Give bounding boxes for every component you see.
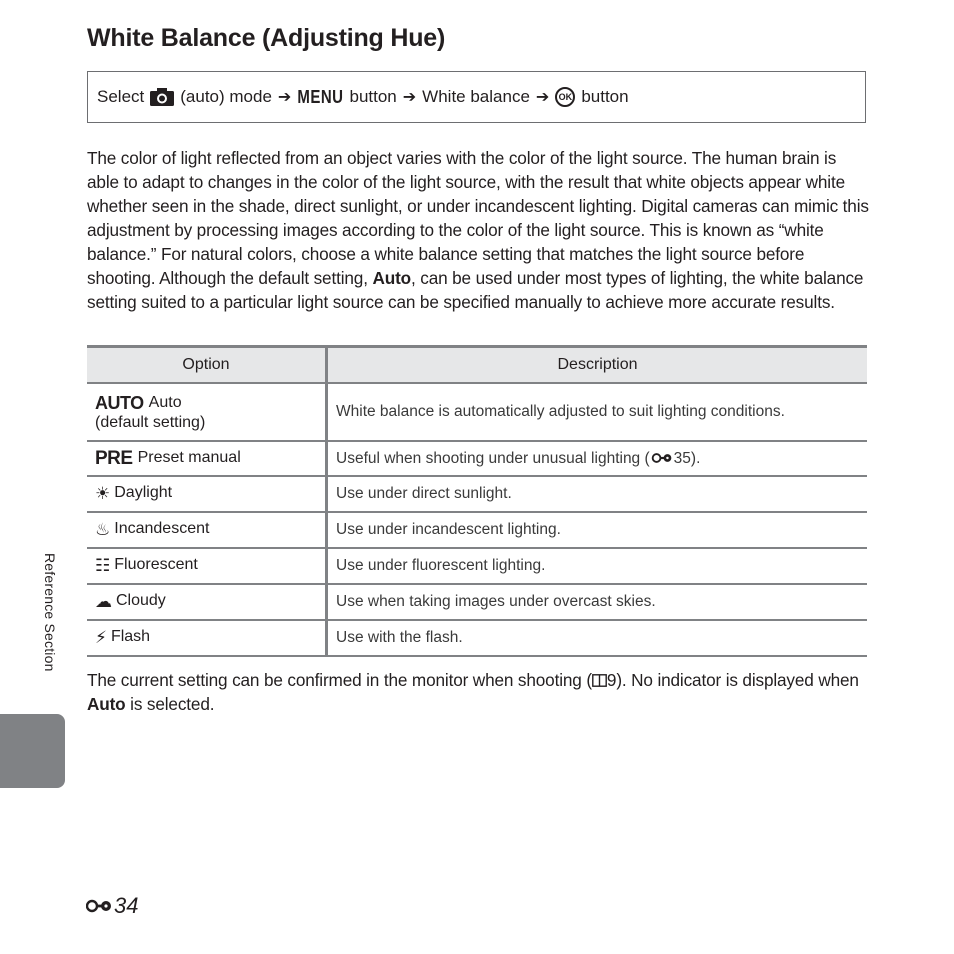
path-button-1: button	[349, 87, 397, 106]
header-option: Option	[87, 347, 327, 384]
path-select: Select	[97, 87, 145, 106]
intro-text-2: , can be used under most types of lighting, the white balance setting suited to a particular light source can be specified manually to achieve more accurate results.	[87, 268, 864, 312]
option-label: Auto	[148, 393, 182, 411]
description-cell: White balance is automatically adjusted to suit lighting conditions.	[327, 383, 868, 441]
auto-wb-icon: AUTO	[95, 392, 144, 413]
ok-button-icon: OK	[555, 87, 575, 107]
table-row	[87, 441, 867, 476]
header-description: Description	[327, 347, 868, 384]
description-cell: Use when taking images under overcast skies.	[327, 584, 868, 620]
reference-section-icon	[86, 897, 112, 915]
table-header-row	[87, 347, 867, 384]
daylight-icon: ☀	[95, 484, 111, 503]
option-sublabel: (default setting)	[95, 413, 206, 431]
table-row	[87, 512, 867, 548]
menu-button-icon: MENU	[297, 86, 344, 108]
intro-text-1: The color of light reflected from an object varies with the color of the light source. The human brain is able to adapt to changes in the color of the light source, with the result that white objects appear white whether seen in the shade, direct sunlight, or under incandescent lighting. Digital cameras can mimic this adjustment by processing images according to the color of the light source. This is known as “white balance.” For natural colors, choose a white balance setting that matches the light source before shooting. Although the default setting,	[87, 148, 869, 288]
camera-auto-icon	[150, 88, 174, 106]
option-cell	[87, 512, 327, 548]
option-cell	[87, 441, 327, 476]
intro-bold-auto: Auto	[372, 268, 411, 288]
book-reference-icon	[592, 674, 607, 687]
menu-path-box	[87, 71, 866, 123]
option-label: Preset manual	[137, 448, 241, 466]
description-ref: 35	[673, 449, 691, 467]
outro-bold-auto: Auto	[87, 694, 126, 714]
description-cell: Use under incandescent lighting.	[327, 512, 868, 548]
page-number-value: 34	[114, 893, 139, 918]
outro-text-1: The current setting can be confirmed in the monitor when shooting (	[87, 670, 592, 690]
incandescent-icon: ♨	[95, 520, 111, 539]
flash-icon: ⚡	[95, 628, 107, 647]
option-cell	[87, 476, 327, 512]
table-row	[87, 620, 867, 656]
option-label: Fluorescent	[114, 556, 198, 573]
page-number	[86, 893, 138, 919]
path-white-balance: White balance	[422, 87, 530, 106]
page-title: White Balance (Adjusting Hue)	[87, 24, 446, 52]
path-auto-mode: (auto) mode	[180, 87, 272, 106]
arrow-icon: ➔	[277, 89, 292, 106]
outro-text-2: ). No indicator is displayed when	[616, 670, 859, 690]
section-tab	[0, 714, 65, 788]
path-button-2: button	[581, 87, 629, 106]
table-row	[87, 383, 867, 441]
intro-paragraph	[87, 146, 869, 314]
description-text-end: ).	[690, 449, 701, 467]
fluorescent-icon: ☷	[95, 556, 111, 575]
description-cell: Use under direct sunlight.	[327, 476, 868, 512]
outro-paragraph	[87, 668, 867, 716]
reference-section-icon	[651, 451, 673, 465]
option-cell	[87, 548, 327, 584]
description-cell: Use under fluorescent lighting.	[327, 548, 868, 584]
white-balance-table	[87, 345, 867, 657]
option-label: Flash	[110, 628, 151, 645]
option-label: Incandescent	[114, 520, 210, 537]
description-cell: Use with the flash.	[327, 620, 868, 656]
arrow-icon: ➔	[402, 89, 417, 106]
outro-text-3: is selected.	[125, 694, 215, 714]
option-label: Cloudy	[116, 592, 166, 609]
description-text: Useful when shooting under unusual lighting (	[336, 449, 650, 467]
cloudy-icon: ☁	[95, 592, 112, 611]
outro-ref: 9	[606, 670, 617, 690]
preset-manual-icon: PRE	[95, 447, 133, 469]
option-label: Daylight	[114, 484, 173, 501]
option-cell	[87, 620, 327, 656]
table-row	[87, 548, 867, 584]
description-cell	[327, 441, 868, 476]
table-row	[87, 476, 867, 512]
table-row	[87, 584, 867, 620]
option-cell	[87, 383, 327, 441]
arrow-icon: ➔	[535, 89, 550, 106]
option-cell	[87, 584, 327, 620]
section-side-label: Reference Section	[42, 553, 58, 672]
